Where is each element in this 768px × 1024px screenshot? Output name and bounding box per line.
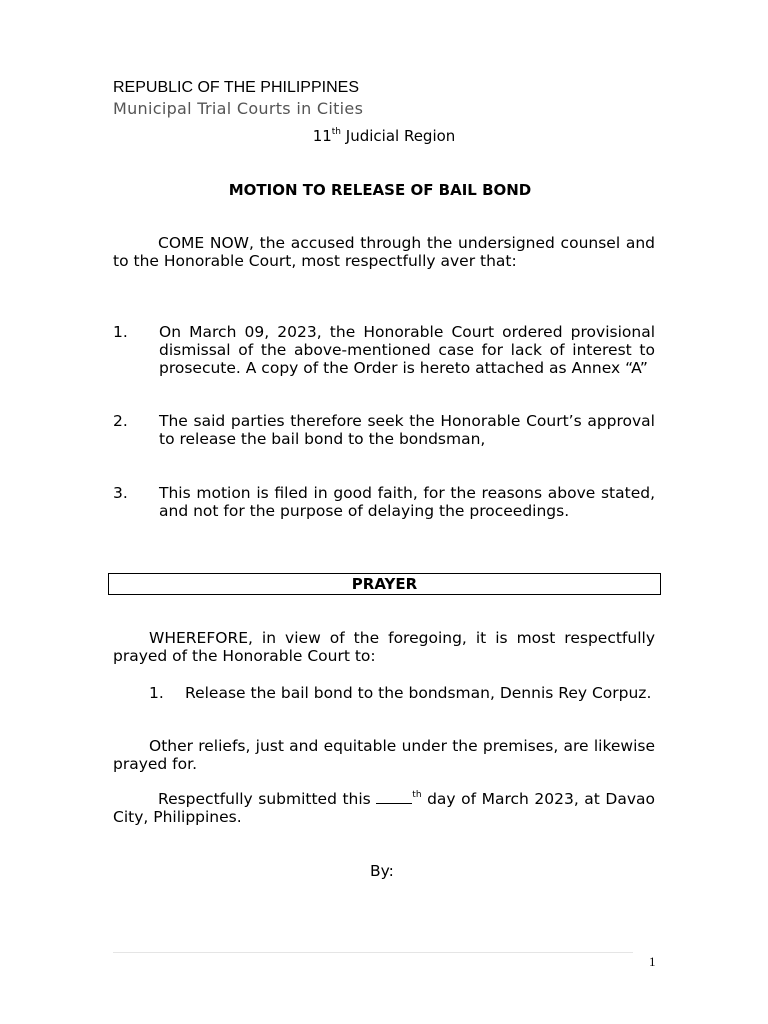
- intro-paragraph: COME NOW, the accused through the undersigned counsel and to the Honorable Court, most respectfully aver that:: [113, 234, 655, 270]
- prayer-item-text: Release the bail bond to the bondsman, Dennis Rey Corpuz.: [185, 684, 652, 702]
- page-number: 1: [649, 954, 656, 969]
- submitted-text-before: Respectfully submitted this: [158, 790, 377, 808]
- item-text: On March 09, 2023, the Honorable Court ordered provisional dismissal of the above-mentioned case for lack of interest to prosecute. A copy of the Order is hereto attached as Annex “A”: [159, 323, 655, 377]
- region-ordinal: th: [331, 127, 342, 137]
- region-number: 11: [312, 127, 332, 145]
- wherefore-paragraph: WHEREFORE, in view of the foregoing, it is most respectfully prayed of the Honorable Court to:: [113, 629, 655, 665]
- court-name: Municipal Trial Courts in Cities: [113, 99, 364, 118]
- prayer-heading: PRAYER: [108, 573, 661, 595]
- item-number: 1.: [113, 323, 128, 341]
- item-text: This motion is filed in good faith, for the reasons above stated, and not for the purpose of delaying the proceedings.: [159, 484, 655, 520]
- date-ordinal: th: [412, 790, 422, 800]
- date-blank: [376, 791, 412, 804]
- footer-divider: [113, 952, 633, 953]
- list-item: [113, 484, 655, 520]
- item-number: 2.: [113, 412, 128, 430]
- item-number: 3.: [113, 484, 128, 502]
- document-title: MOTION TO RELEASE OF BAIL BOND: [228, 181, 532, 199]
- region-label: Judicial Region: [341, 127, 456, 145]
- judicial-region: [0, 127, 768, 145]
- submitted-paragraph: [113, 790, 655, 826]
- submitted-text-after: day of March 2023, at Davao City, Philippines.: [113, 790, 655, 826]
- other-reliefs-paragraph: Other reliefs, just and equitable under the premises, are likewise prayed for.: [113, 737, 655, 773]
- prayer-list-item: [149, 684, 655, 702]
- prayer-item-number: 1.: [149, 684, 164, 702]
- list-item: [113, 412, 655, 448]
- list-item: [113, 323, 655, 377]
- signature-by-label: By:: [370, 862, 394, 880]
- country-header: REPUBLIC OF THE PHILIPPINES: [113, 79, 359, 96]
- item-text: The said parties therefore seek the Honorable Court’s approval to release the bail bond to the bondsman,: [159, 412, 655, 448]
